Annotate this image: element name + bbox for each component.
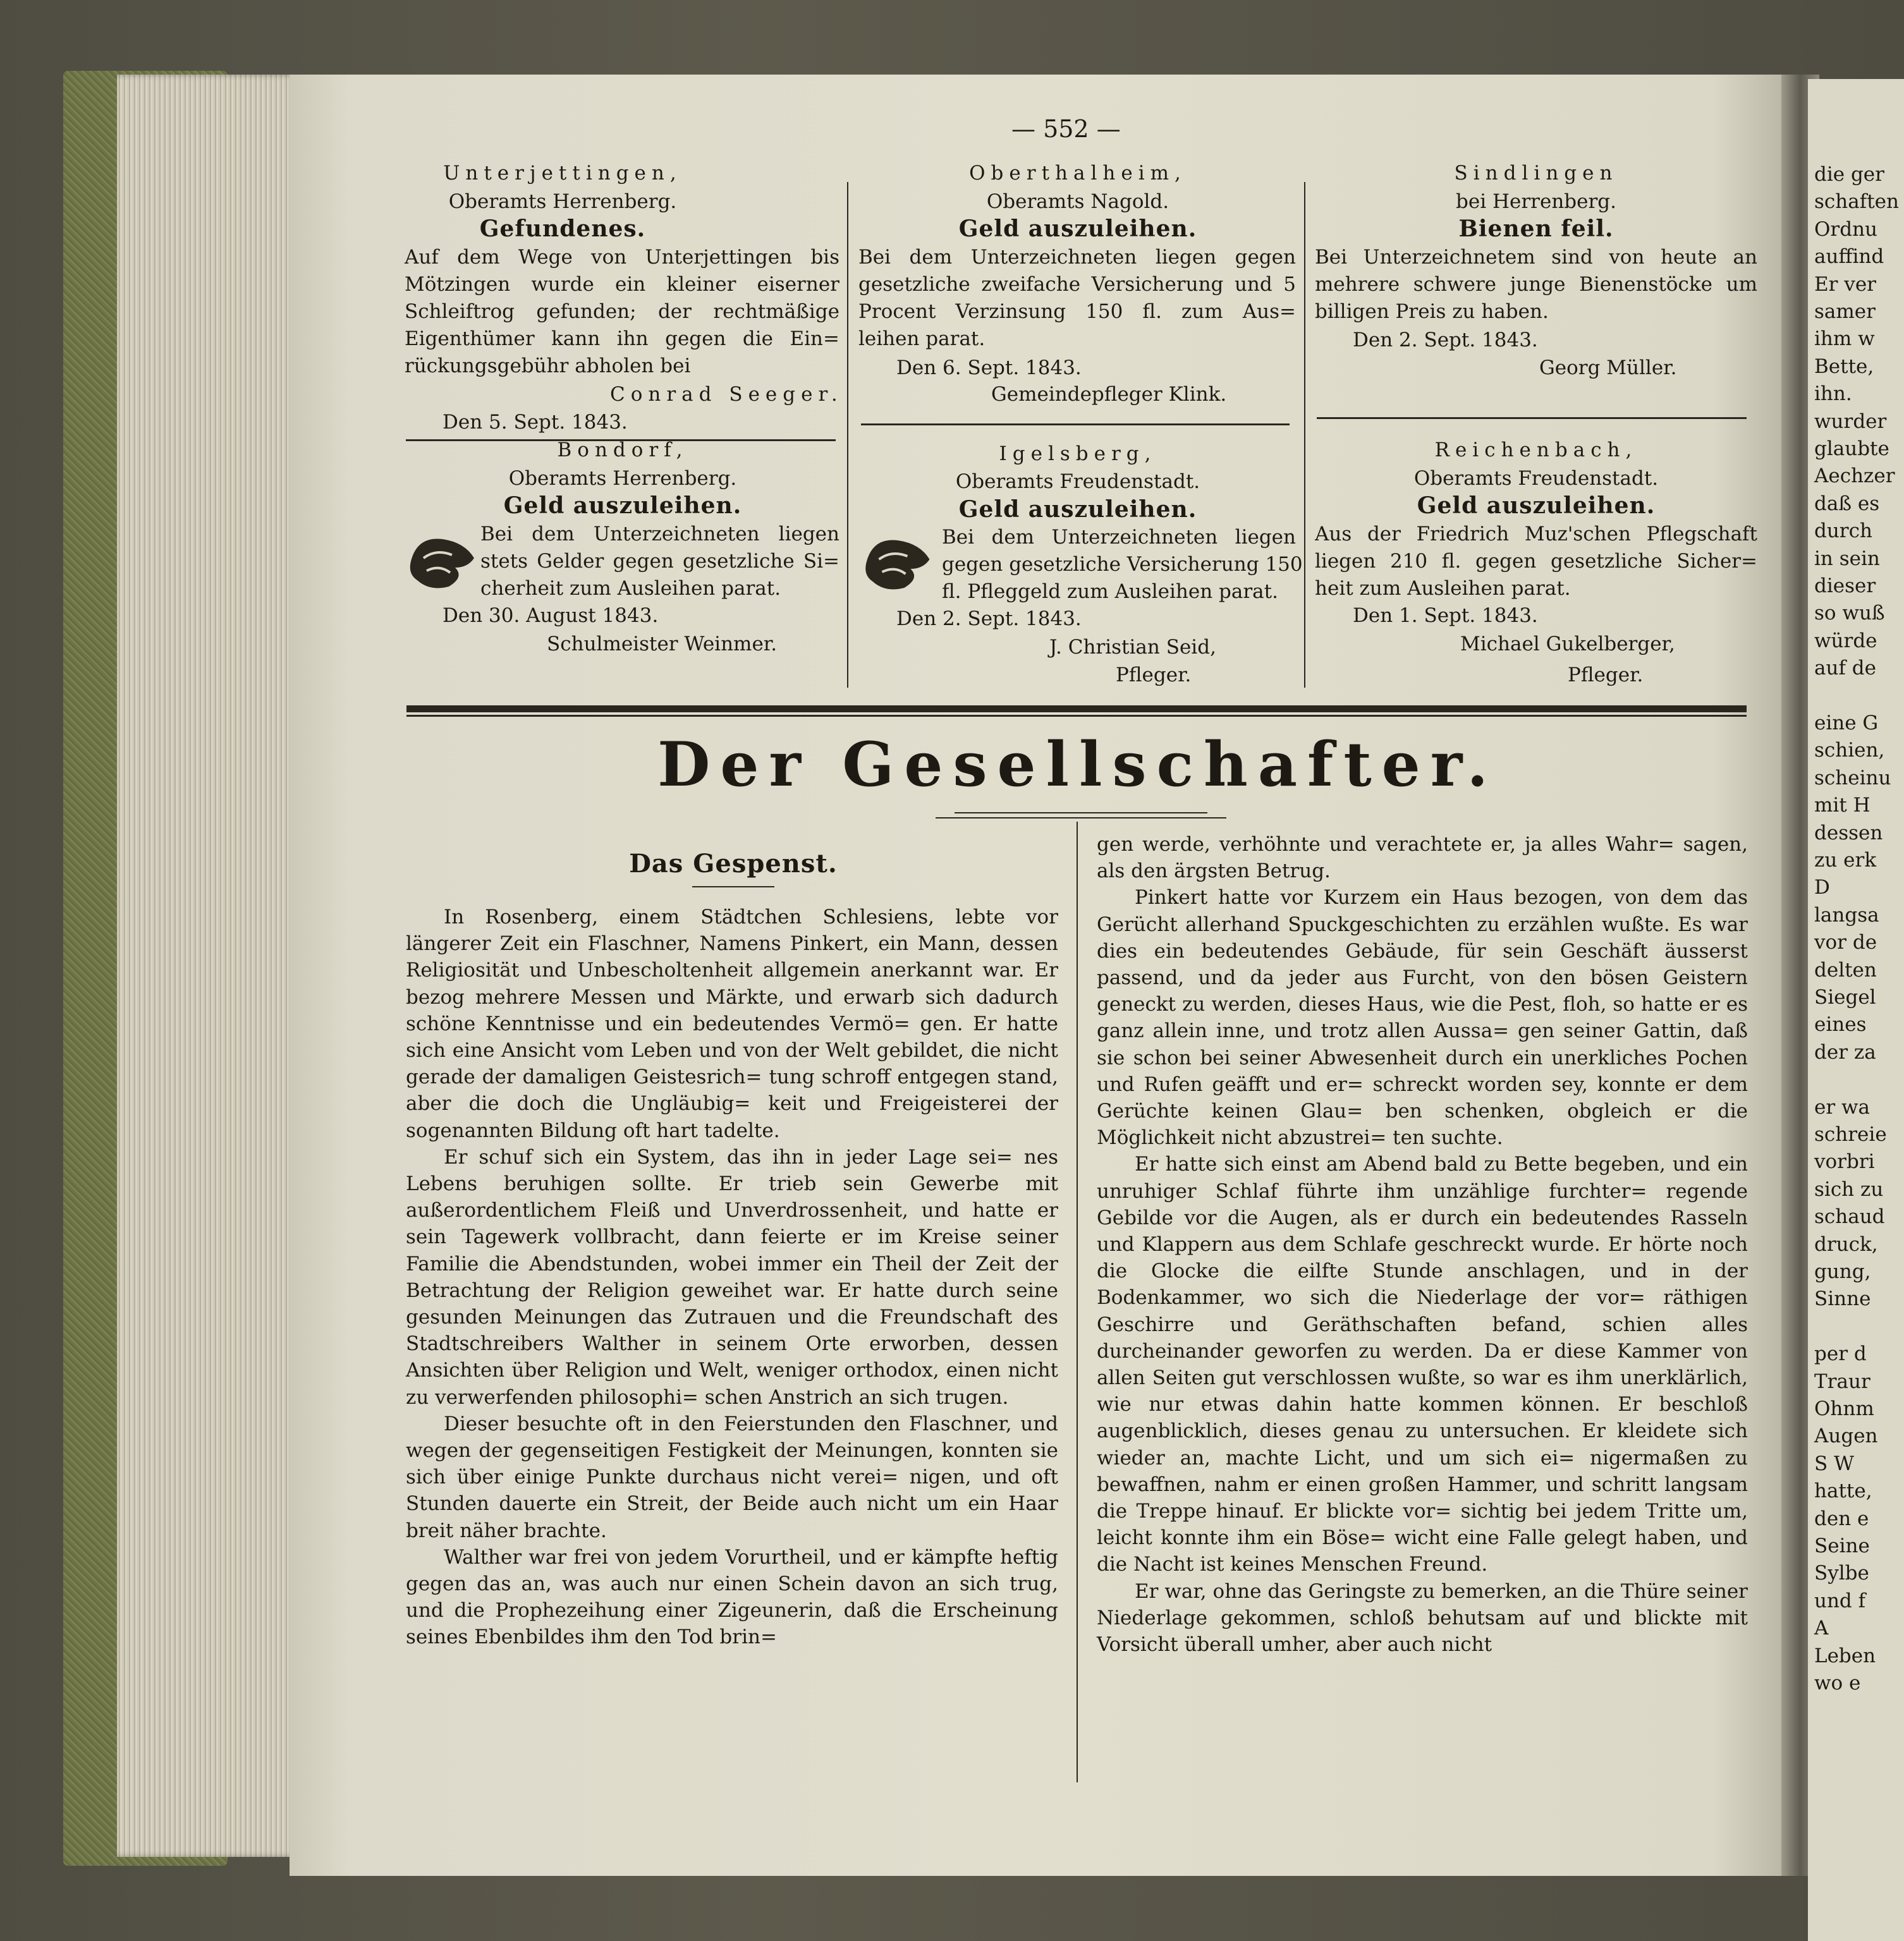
ad-heading: Gefundenes. <box>479 216 646 242</box>
section-rule-thin <box>406 715 1747 717</box>
ad-signature-title: Pfleger. <box>1568 664 1644 686</box>
ad-heading: Geld auszuleihen. <box>503 492 742 519</box>
facing-page-line: ihn. <box>1814 382 1852 406</box>
ad-heading: Bienen feil. <box>1458 216 1614 242</box>
ad-separator <box>861 423 1290 425</box>
facing-page-line: der za <box>1814 1040 1876 1064</box>
facing-page-line: Er ver <box>1814 272 1876 296</box>
ad-body-line: Bei Unterzeichnetem sind von heute an <box>1315 246 1757 269</box>
ad-date: Den 2. Sept. 1843. <box>1353 329 1538 351</box>
facing-page-line: samer <box>1814 300 1876 323</box>
ad-place: Oberthalheim, <box>969 162 1187 185</box>
facing-page-line: wo e <box>1814 1672 1861 1695</box>
ad-separator <box>1317 417 1747 419</box>
page-number: — 552 — <box>1011 115 1121 143</box>
ad-signature: Schulmeister Weinmer. <box>547 633 778 655</box>
paragraph: gen werde, verhöhnte und verachtete er, ja alles Wahr= sagen, als den ärgsten Betrug. <box>1097 833 1748 883</box>
ad-heading: Geld auszuleihen. <box>958 496 1197 523</box>
ad-date: Den 6. Sept. 1843. <box>896 356 1082 379</box>
facing-page-line: gung, <box>1814 1260 1871 1283</box>
ad-signature: Conrad Seeger. <box>610 383 843 406</box>
facing-page-line: sich zu <box>1814 1177 1884 1201</box>
ad-body-line: gesetzliche zweifache Versicherung und 5 <box>858 273 1296 296</box>
paragraph: In Rosenberg, einem Städtchen Schlesiens, lebte vor längerer Zeit ein Flaschner, Namens Pinkert, ein Mann, dessen Religiosität und Unbescholtenheit allgemein anerkannt war. Er bezog mehrere Messen und Märkte, und erwarb sich dadurch schöne Kenntnisse und ein bedeutendes Vermö= gen. Er hatte sich eine Ansicht vom Leben und von der Welt gebildet, die nicht gerade der damaligen Geistesrich= tung schroff entgegen stand, aber die doch die Ungläubig= keit und Freigeisterei der sogenannten Bildung oft hart tadelte. <box>406 906 1058 1142</box>
facing-page-line: schien, <box>1814 739 1885 762</box>
facing-page-line: Seine <box>1814 1535 1870 1557</box>
paragraph: Pinkert hatte vor Kurzem ein Haus bezogen, von dem das Gerücht allerhand Spuckgeschichten zu erzählen wußte. Es war dies ein bedeutendes Gebäude, für sein Geschäft äusserst passend, und da jeder aus Furcht, von den bösen Geistern geneckt zu werden, dieses Haus, wie die Pest, floh, so hatte er es ganz allein inne, und trotz allen Aussa= gen seiner Gattin, daß sie schon bei seiner Abwesenheit durch ein unerkliches Pochen und Rufen geäfft und er= schreckt worden sey, konnte er dem Gerüchte keinen Glau= ben schenken, obgleich er die Möglichkeit nicht abzustrei= ten suchte. <box>1097 886 1748 1150</box>
facing-page-line: Sinne <box>1814 1287 1871 1311</box>
masthead-title: Der Gesellschafter. <box>657 729 1498 800</box>
ad-body-line: cherheit zum Ausleihen parat. <box>480 577 781 600</box>
facing-page-line: druck, <box>1814 1232 1878 1256</box>
facing-page-line: Sylbe <box>1814 1562 1869 1585</box>
hand-pointer-icon <box>858 525 937 594</box>
facing-page-line: delten <box>1814 958 1877 982</box>
ad-district: bei Herrenberg. <box>1456 190 1616 213</box>
facing-page-line: in sein <box>1814 547 1880 570</box>
masthead-underline <box>936 817 1226 818</box>
paragraph: Walther war frei von jedem Vorurtheil, und er kämpfte heftig gegen das an, was auch nur einen Schein davon an sich trug, und die Prophezeihung einer Zigeunerin, daß die Erscheinung seines Ebenbildes ihm den Tod brin= <box>406 1545 1058 1649</box>
ad-signature: Gemeindepfleger Klink. <box>991 383 1227 406</box>
facing-page-line: scheinu <box>1814 766 1891 789</box>
facing-page-line: D <box>1814 876 1830 899</box>
ad-body-line: Bei dem Unterzeichneten liegen gegen <box>858 246 1296 269</box>
story-left-column <box>406 904 1058 1651</box>
facing-page-line: schaften <box>1814 190 1899 214</box>
facing-page-line: Siegel <box>1814 986 1876 1009</box>
facing-page-line: zu erk <box>1814 849 1877 872</box>
ad-signature-title: Pfleger. <box>1116 664 1192 686</box>
story-right-column <box>1097 831 1748 1658</box>
facing-page-line: hatte, <box>1814 1480 1872 1503</box>
page-edges <box>117 75 297 1857</box>
ad-body-line: Mötzingen wurde ein kleiner eiserner <box>405 273 839 296</box>
facing-page-line: er wa <box>1814 1095 1870 1119</box>
ad-place: Igelsberg, <box>999 442 1157 465</box>
ad-place: Reichenbach, <box>1434 439 1638 461</box>
masthead-underline <box>955 812 1207 813</box>
ad-date: Den 2. Sept. 1843. <box>896 607 1082 630</box>
section-rule-thick <box>406 705 1747 712</box>
facing-page-line: mit H <box>1814 794 1870 817</box>
ad-signature: Georg Müller. <box>1539 356 1677 379</box>
facing-page-line: auf de <box>1814 657 1876 680</box>
ad-body-line: Eigenthümer kann ihn gegen die Ein= <box>405 327 839 350</box>
facing-page-line: vor de <box>1814 931 1877 954</box>
facing-page-line: daß es <box>1814 492 1880 515</box>
facing-page-line: schaud <box>1814 1205 1885 1229</box>
facing-page-line: ihm w <box>1814 327 1875 351</box>
facing-page-line: Ordnu <box>1814 217 1878 241</box>
ad-heading: Geld auszuleihen. <box>1417 492 1656 519</box>
ad-date: Den 5. Sept. 1843. <box>442 411 628 434</box>
facing-page-line: die ger <box>1814 163 1884 186</box>
facing-page-line: S W <box>1814 1452 1854 1475</box>
ad-body-line: leihen parat. <box>858 327 986 350</box>
ad-heading: Geld auszuleihen. <box>958 216 1197 242</box>
facing-page <box>1808 79 1904 1941</box>
ad-body-line: gegen gesetzliche Versicherung 150 <box>942 553 1303 576</box>
column-rule <box>1077 822 1078 1782</box>
ad-body-line: Bei dem Unterzeichneten liegen <box>942 526 1296 549</box>
ad-body-line: Aus der Friedrich Muz'schen Pflegschaft <box>1315 523 1757 545</box>
hand-pointer-icon <box>405 523 480 593</box>
title-underline <box>692 886 774 887</box>
facing-page-line: wurder <box>1814 410 1887 433</box>
paragraph: Er schuf sich ein System, das ihn in jeder Lage sei= nes Lebens beruhigen sollte. Er trieb sein Gewerbe mit außerordentlichem Fleiß und Unverdrossenheit, und hatte er sein Tagewerk vollbracht, dann feierte er im Kreise seiner Familie die Abendstunden, wobei immer ein Theil der Zeit der Betrachtung der Religion geweihet war. Er hatte durch seine gesunden Meinungen das Zutrauen und die Freundschaft des Stadtschreibers Walther in seinem Orte erworben, dessen Ansichten über Religion und Welt, weniger orthodox, einen nicht zu verwerfenden philosophi= schen Anstrich an sich trugen. <box>406 1145 1058 1409</box>
facing-page-line: auffind <box>1814 245 1884 269</box>
ad-body-line: mehrere schwere junge Bienenstöcke um <box>1315 273 1757 296</box>
ad-body-line: liegen 210 fl. gegen gesetzliche Sicher= <box>1315 550 1757 573</box>
facing-page-line: den e <box>1814 1507 1869 1530</box>
paragraph: Er war, ohne das Geringste zu bemerken, an die Thüre seiner Niederlage gekommen, schloß behutsam auf und blickte mit Vorsicht überall umher, aber auch nicht <box>1097 1579 1748 1657</box>
facing-page-line: Augen <box>1814 1425 1878 1448</box>
column-rule <box>847 182 848 688</box>
facing-page-line: schreie <box>1814 1123 1887 1146</box>
facing-page-line: Ohnm <box>1814 1397 1874 1420</box>
ad-place: Unterjettingen, <box>443 162 682 185</box>
ad-district: Oberamts Herrenberg. <box>448 190 677 213</box>
facing-page-line: A <box>1814 1617 1829 1640</box>
ad-body-line: Schleiftrog gefunden; der rechtmäßige <box>405 300 839 323</box>
facing-page-line: glaubte <box>1814 437 1889 460</box>
paragraph: Er hatte sich einst am Abend bald zu Bette begeben, und ein unruhiger Schlaf führte ihm unzählige furchter= regende Gebilde vor die Augen, als er durch ein bedeutendes Rasseln und Klappern aus dem Schlafe geschreckt wurde. Er hörte noch die Glocke die eilfte Stunde anschlagen, und in der Bodenkammer, wo sich die Niederlage der vor= räthigen Geschirre und Geräthschaften befand, schien alles durcheinander geworfen zu werden. Da er diese Kammer von allen Seiten gut verschlossen wußte, so war es ihm unerklärlich, wie nur etwas dahin hatte kommen können. Er beschloß augenblicklich, dieses genau zu untersuchen. Er kleidete sich wieder an, machte Licht, und um sich ei= nigermaßen zu bewaffnen, nahm er einen großen Hammer, und schritt langsam die Treppe hinauf. Er blickte vor= sichtig bei jedem Tritte um, leicht konnte ihm ein Böse= wicht eine Falle gelegt haben, und die Nacht ist keines Menschen Freund. <box>1097 1153 1748 1576</box>
facing-page-line: so wuß <box>1814 602 1885 625</box>
ad-body-line: Auf dem Wege von Unterjettingen bis <box>405 246 839 269</box>
paragraph: Dieser besuchte oft in den Feierstunden den Flaschner, und wegen der gegenseitigen Festigkeit der Meinungen, konnten sie sich über einige Punkte durchaus nicht verei= nigen, und oft Stunden dauerte ein Streit, der Beide auch nicht um ein Haar breit näher brachte. <box>406 1412 1058 1542</box>
ad-body-line: heit zum Ausleihen parat. <box>1315 577 1571 600</box>
ad-place: Sindlingen <box>1454 162 1618 185</box>
ad-district: Oberamts Herrenberg. <box>508 467 737 490</box>
ad-date: Den 30. August 1843. <box>442 604 659 627</box>
ad-body-line: rückungsgebühr abholen bei <box>405 355 691 377</box>
ad-signature: Michael Gukelberger, <box>1460 633 1675 655</box>
facing-page-line: dessen <box>1814 821 1883 844</box>
facing-page-line: Aechzer <box>1814 465 1895 488</box>
facing-page-line: vorbri <box>1814 1150 1875 1174</box>
ad-district: Oberamts Nagold. <box>986 190 1169 213</box>
facing-page-line: Leben <box>1814 1644 1876 1667</box>
facing-page-line: eines <box>1814 1013 1867 1037</box>
ad-body-line: Procent Verzinsung 150 fl. zum Aus= <box>858 300 1296 323</box>
facing-page-line: per d <box>1814 1342 1867 1366</box>
story-title: Das Gespenst. <box>629 849 838 879</box>
ad-body-line: fl. Pfleggeld zum Ausleihen parat. <box>942 580 1278 603</box>
facing-page-line: dieser <box>1814 575 1876 597</box>
ad-place: Bondorf, <box>557 439 688 461</box>
facing-page-line: und f <box>1814 1589 1866 1612</box>
ad-signature: J. Christian Seid, <box>1049 636 1216 659</box>
facing-page-line: Bette, <box>1814 355 1874 378</box>
facing-page-line: würde <box>1814 629 1877 652</box>
ad-district: Oberamts Freudenstadt. <box>1413 467 1659 490</box>
ad-date: Den 1. Sept. 1843. <box>1353 604 1538 627</box>
facing-page-line: Traur <box>1814 1370 1870 1393</box>
ad-district: Oberamts Freudenstadt. <box>955 470 1200 493</box>
facing-page-line: langsa <box>1814 903 1879 927</box>
facing-page-line: durch <box>1814 520 1872 543</box>
ad-body-line: Bei dem Unterzeichneten liegen <box>480 523 839 545</box>
ad-body-line: billigen Preis zu haben. <box>1315 300 1549 323</box>
ad-body-line: stets Gelder gegen gesetzliche Si= <box>480 550 839 573</box>
column-rule <box>1304 182 1305 688</box>
facing-page-line: eine G <box>1814 712 1879 734</box>
